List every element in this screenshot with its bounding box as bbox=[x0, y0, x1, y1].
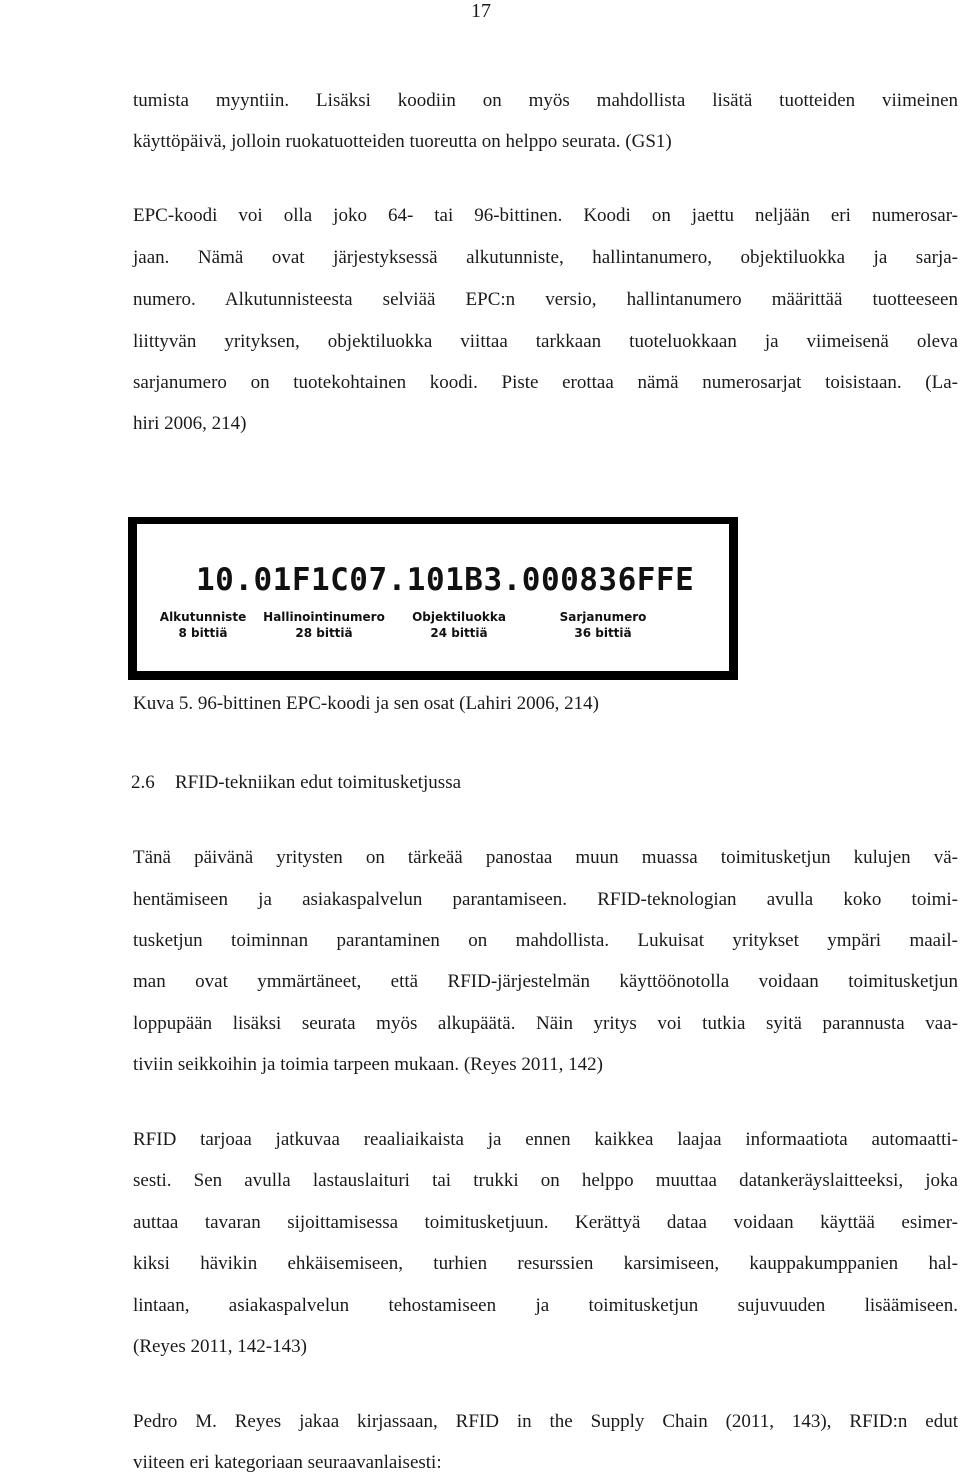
paragraph-line: numero. Alkutunnisteesta selviää EPC:n versio, hallintanumero määrittää tuotteeseen bbox=[133, 289, 958, 310]
paragraph-line: Pedro M. Reyes jakaa kirjassaan, RFID in the Supply Chain (2011, 143), RFID:n edut bbox=[133, 1411, 958, 1432]
segment-name: Objektiluokka bbox=[412, 610, 506, 624]
paragraph-line: hiri 2006, 214) bbox=[133, 413, 247, 434]
segment-sarjanumero bbox=[553, 609, 653, 641]
epc-code: 10.01F1C07.101B3.000836FFE bbox=[196, 562, 695, 598]
page-number: 17 bbox=[471, 0, 491, 22]
segment-name: Hallinointinumero bbox=[263, 610, 385, 624]
paragraph-line: man ovat ymmärtäneet, että RFID-järjestelmän käyttöönotolla voidaan toimitusketjun bbox=[133, 971, 958, 992]
paragraph-line: tusketjun toiminnan parantaminen on mahdollista. Lukuisat yritykset ympäri maail- bbox=[133, 930, 958, 951]
paragraph-line: Tänä päivänä yritysten on tärkeää panostaa muun muassa toimitusketjun kulujen vä- bbox=[133, 847, 958, 868]
paragraph-line: sarjanumero on tuotekohtainen koodi. Piste erottaa nämä numerosarjat toisistaan. (La- bbox=[133, 372, 958, 393]
segment-name: Sarjanumero bbox=[559, 610, 647, 624]
paragraph-line: lintaan, asiakaspalvelun tehostamiseen ja toimitusketjun sujuvuuden lisäämiseen. bbox=[133, 1295, 958, 1316]
section-title: RFID-tekniikan edut toimitusketjussa bbox=[175, 772, 462, 793]
paragraph-line: viiteen eri kategoriaan seuraavanlaisesti: bbox=[133, 1452, 442, 1473]
segment-bits: 8 bittiä bbox=[178, 626, 228, 640]
segment-hallinointinumero bbox=[255, 609, 393, 641]
paragraph-line: auttaa tavaran sijoittamisessa toimitusketjuun. Kerättyä dataa voidaan käyttää esimer- bbox=[133, 1212, 958, 1233]
section-heading bbox=[133, 772, 461, 794]
section-number: 2.6 bbox=[131, 772, 155, 793]
paragraph-line: jaan. Nämä ovat järjestyksessä alkutunniste, hallintanumero, objektiluokka ja sarja- bbox=[133, 247, 958, 268]
paragraph-line: tumista myyntiin. Lisäksi koodiin on myös mahdollista lisätä tuotteiden viimeinen bbox=[133, 90, 958, 111]
paragraph-line: tiviin seikkoihin ja toimia tarpeen mukaan. (Reyes 2011, 142) bbox=[133, 1054, 603, 1075]
segment-bits: 24 bittiä bbox=[430, 626, 488, 640]
segment-objektiluokka bbox=[403, 609, 515, 641]
segment-alkutunniste bbox=[153, 609, 253, 641]
epc-code-figure bbox=[128, 517, 738, 680]
paragraph-line: (Reyes 2011, 142-143) bbox=[133, 1336, 307, 1357]
paragraph-line: liittyvän yrityksen, objektiluokka viittaa tarkkaan tuoteluokkaan ja viimeisenä oleva bbox=[133, 331, 958, 352]
paragraph-line: EPC-koodi voi olla joko 64- tai 96-bittinen. Koodi on jaettu neljään eri numerosar- bbox=[133, 205, 958, 226]
segment-name: Alkutunniste bbox=[159, 610, 247, 624]
paragraph-line: sesti. Sen avulla lastauslaituri tai trukki on helppo muuttaa datankeräyslaitteeksi, joka bbox=[133, 1170, 958, 1191]
segment-bits: 36 bittiä bbox=[574, 626, 632, 640]
paragraph-line: käyttöpäivä, jolloin ruokatuotteiden tuoreutta on helppo seurata. (GS1) bbox=[133, 131, 672, 152]
paragraph-line: hentämiseen ja asiakaspalvelun parantamiseen. RFID-teknologian avulla koko toimi- bbox=[133, 889, 958, 910]
paragraph-line: loppupään lisäksi seurata myös alkupäätä. Näin yritys voi tutkia syitä parannusta vaa- bbox=[133, 1013, 958, 1034]
paragraph-line: RFID tarjoaa jatkuvaa reaaliaikaista ja ennen kaikkea laajaa informaatiota automaatti- bbox=[133, 1129, 958, 1150]
figure-caption: Kuva 5. 96-bittinen EPC-koodi ja sen osat (Lahiri 2006, 214) bbox=[133, 693, 599, 714]
paragraph-line: kiksi hävikin ehkäisemiseen, turhien resurssien karsimiseen, kauppakumppanien hal- bbox=[133, 1253, 958, 1274]
segment-bits: 28 bittiä bbox=[295, 626, 353, 640]
